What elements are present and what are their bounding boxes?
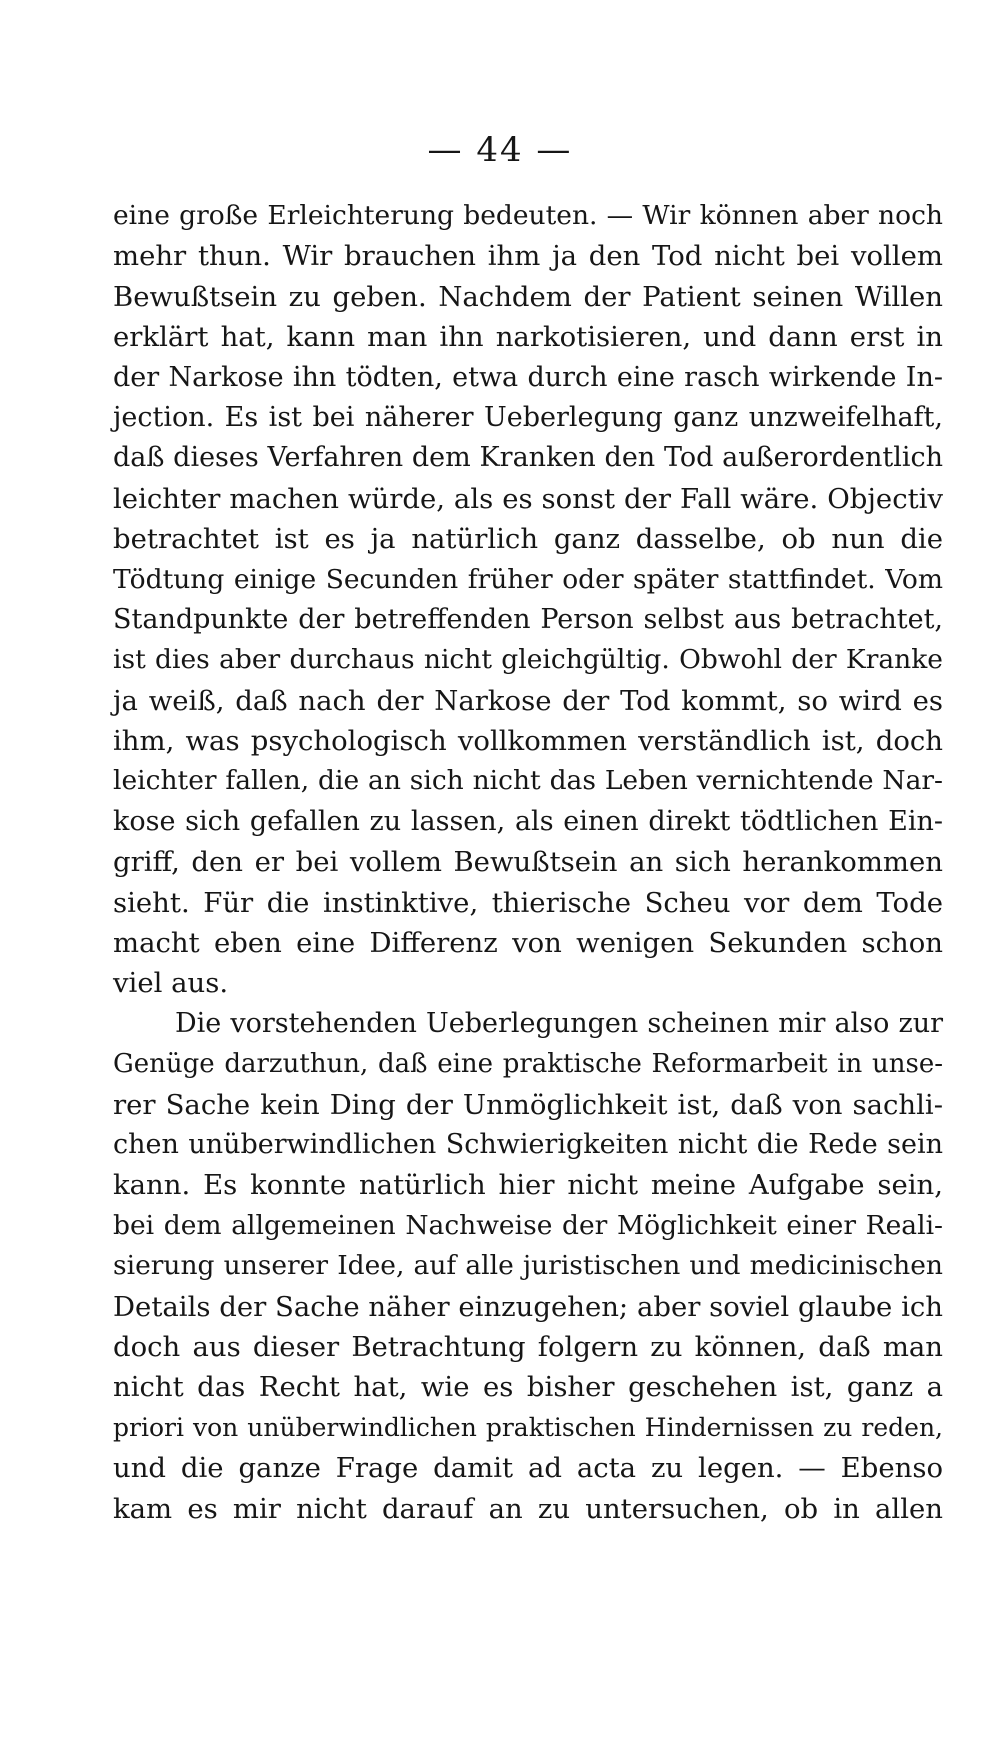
text-line: kose sich gefallen zu lassen, als einen direkt tödtlichen Ein-: [113, 805, 943, 837]
text-line: der Narkose ihn tödten, etwa durch eine rasch wirkende In-: [113, 361, 943, 393]
text-line: sierung unserer Idee, auf alle juristischen und medicinischen: [113, 1250, 943, 1282]
text-line: ihm, was psychologisch vollkommen verständlich ist, doch: [113, 725, 943, 758]
text-line: daß dieses Verfahren dem Kranken den Tod außerordentlich: [113, 442, 943, 474]
text-line: Bewußtsein zu geben. Nachdem der Patient seinen Willen: [113, 280, 943, 313]
text-line: kann. Es konnte natürlich hier nicht meine Aufgabe sein,: [113, 1169, 943, 1202]
text-line: chen unüberwindlichen Schwierigkeiten nicht die Rede sein: [113, 1128, 943, 1160]
text-line: rer Sache kein Ding der Unmöglichkeit ist, daß von sachli-: [113, 1088, 943, 1121]
page-number: — 44 —: [427, 130, 573, 170]
text-line: viel aus.: [113, 967, 229, 1000]
text-line: macht eben eine Differenz von wenigen Sekunden schon: [113, 927, 943, 960]
text-line: Details der Sache näher einzugehen; aber soviel glaube ich: [113, 1290, 943, 1323]
text-line: Die vorstehenden Ueberlegungen scheinen mir also zur: [175, 1007, 943, 1039]
text-line: kam es mir nicht darauf an zu untersuchen, ob in allen: [113, 1492, 943, 1525]
text-line: jection. Es ist bei näherer Ueberlegung ganz unzweifelhaft,: [113, 401, 943, 433]
text-line: bei dem allgemeinen Nachweise der Möglichkeit einer Reali-: [113, 1209, 943, 1241]
text-line: griff, den er bei vollem Bewußtsein an sich herankommen: [113, 846, 943, 879]
body-text: [113, 196, 943, 1529]
text-line: Tödtung einige Secunden früher oder später stattfindet. Vom: [113, 563, 943, 595]
text-line: und die ganze Frage damit ad acta zu legen. — Ebenso: [113, 1452, 943, 1485]
text-line: eine große Erleichterung bedeuten. — Wir können aber noch: [113, 200, 943, 231]
text-line: nicht das Recht hat, wie es bisher geschehen ist, ganz a: [113, 1371, 943, 1404]
text-line: mehr thun. Wir brauchen ihm ja den Tod nicht bei vollem: [113, 240, 943, 273]
text-line: sieht. Für die instinktive, thierische Scheu vor dem Tode: [113, 886, 943, 919]
text-line: erklärt hat, kann man ihn narkotisieren, und dann erst in: [113, 321, 943, 354]
text-line: leichter fallen, die an sich nicht das Leben vernichtende Nar-: [113, 765, 943, 797]
text-line: leichter machen würde, als es sonst der Fall wäre. Objectiv: [113, 482, 943, 515]
text-line: Genüge darzuthun, daß eine praktische Reformarbeit in unse-: [113, 1049, 943, 1080]
text-line: Standpunkte der betreffenden Person selbst aus betrachtet,: [113, 603, 943, 635]
text-line: betrachtet ist es ja natürlich ganz dasselbe, ob nun die: [113, 523, 943, 556]
text-line: ist dies aber durchaus nicht gleichgültig. Obwohl der Kranke: [113, 644, 943, 676]
text-line: ja weiß, daß nach der Narkose der Tod kommt, so wird es: [113, 684, 943, 717]
text-line: doch aus dieser Betrachtung folgern zu können, daß man: [113, 1330, 943, 1363]
text-line: priori von unüberwindlichen praktischen Hindernissen zu reden,: [113, 1412, 943, 1442]
